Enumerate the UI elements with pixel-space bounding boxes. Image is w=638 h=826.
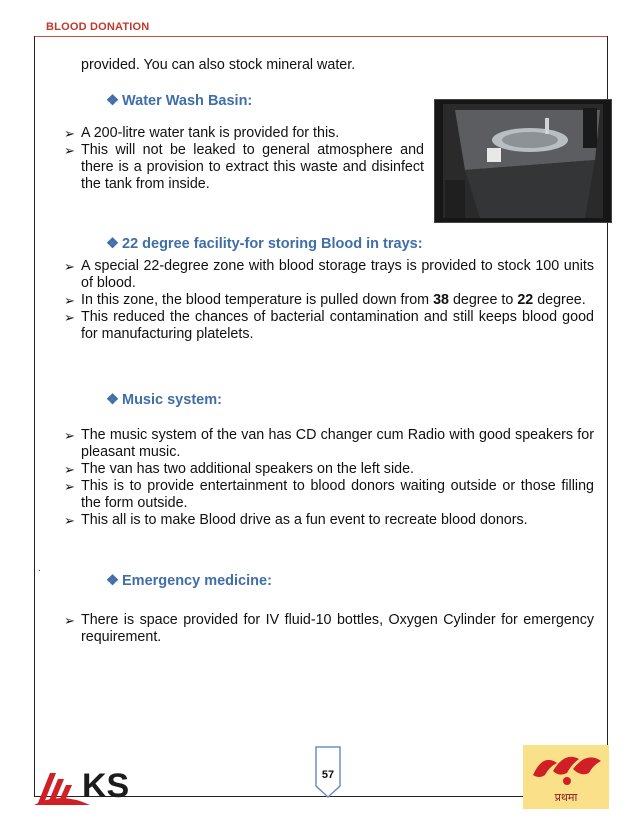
section-heading-emergency-medicine	[106, 572, 272, 590]
arrow-bullet-icon: ➢	[64, 293, 75, 308]
arrow-bullet-icon: ➢	[64, 462, 75, 477]
list-item-text: This is to provide entertainment to blood donors waiting outside or those filling the form outside.	[81, 478, 594, 511]
bold-temperature-38: 38	[433, 292, 449, 308]
list-item-text: degree to	[448, 292, 518, 308]
bold-temperature-22: 22	[517, 292, 534, 308]
diamond-bullet-icon: ❖	[106, 236, 119, 252]
pratham-logo-text: प्रथमा	[554, 791, 578, 804]
list-item	[64, 125, 424, 142]
arrow-bullet-icon: ➢	[64, 513, 75, 528]
list-item-text: A 200-litre water tank is provided for this.	[81, 125, 340, 141]
list-item	[64, 461, 594, 478]
arrow-bullet-icon: ➢	[64, 310, 75, 325]
list-item-text: The music system of the van has CD changer cum Radio with good speakers for pleasant music.	[81, 427, 594, 460]
list-item	[64, 292, 594, 309]
list-item-text: A special 22-degree zone with blood storage trays is provided to stock 100 units of blood.	[81, 258, 594, 291]
pratham-logo	[523, 745, 609, 809]
list-item	[64, 309, 594, 343]
heading-text: Water Wash Basin:	[122, 93, 253, 109]
intro-text: provided. You can also stock mineral water.	[81, 57, 356, 73]
list-item-text: In this zone, the blood temperature is pulled down from	[81, 292, 434, 308]
ks-logo	[30, 751, 138, 811]
ks-logo-letters: KS	[82, 767, 130, 805]
section-heading-water-wash-basin	[106, 92, 252, 110]
list-item-text: The van has two additional speakers on the left side.	[81, 461, 415, 477]
page-header-title: BLOOD DONATION	[46, 21, 150, 33]
wash-basin-illustration	[435, 100, 611, 222]
music-bullet-list	[64, 427, 594, 529]
wash-basin-photo	[434, 99, 612, 223]
list-item-text: This will not be leaked to general atmosphere and there is a provision to extract this waste and disinfect the tank from inside.	[81, 142, 424, 192]
arrow-bullet-icon: ➢	[64, 126, 75, 141]
list-item	[64, 427, 594, 461]
heading-text: 22 degree facility-for storing Blood in trays:	[122, 236, 423, 252]
heading-text: Music system:	[122, 392, 222, 408]
list-item	[64, 142, 424, 193]
section-heading-music-system	[106, 391, 222, 409]
list-item	[64, 258, 594, 292]
list-item	[64, 478, 594, 512]
list-item	[64, 512, 594, 529]
page-number: 57	[321, 769, 335, 781]
list-item-text: degree.	[533, 292, 586, 308]
diamond-bullet-icon: ❖	[106, 573, 119, 589]
water-basin-bullet-list	[64, 125, 424, 193]
list-item-text: There is space provided for IV fluid-10 bottles, Oxygen Cylinder for emergency requirement.	[81, 612, 594, 645]
list-item	[64, 612, 594, 646]
heading-text: Emergency medicine:	[122, 573, 272, 589]
section-heading-22-degree-facility	[106, 235, 423, 253]
emergency-bullet-list	[64, 612, 594, 646]
diamond-bullet-icon: ❖	[106, 93, 119, 109]
arrow-bullet-icon: ➢	[64, 479, 75, 494]
stray-mark: .	[38, 563, 41, 574]
list-item-text: This all is to make Blood drive as a fun event to recreate blood donors.	[81, 512, 528, 528]
arrow-bullet-icon: ➢	[64, 428, 75, 443]
arrow-bullet-icon: ➢	[64, 613, 75, 628]
storage-bullet-list	[64, 258, 594, 343]
arrow-bullet-icon: ➢	[64, 143, 75, 158]
diamond-bullet-icon: ❖	[106, 392, 119, 408]
list-item-text: This reduced the chances of bacterial contamination and still keeps blood good for manufacturing platelets.	[81, 309, 594, 342]
arrow-bullet-icon: ➢	[64, 259, 75, 274]
